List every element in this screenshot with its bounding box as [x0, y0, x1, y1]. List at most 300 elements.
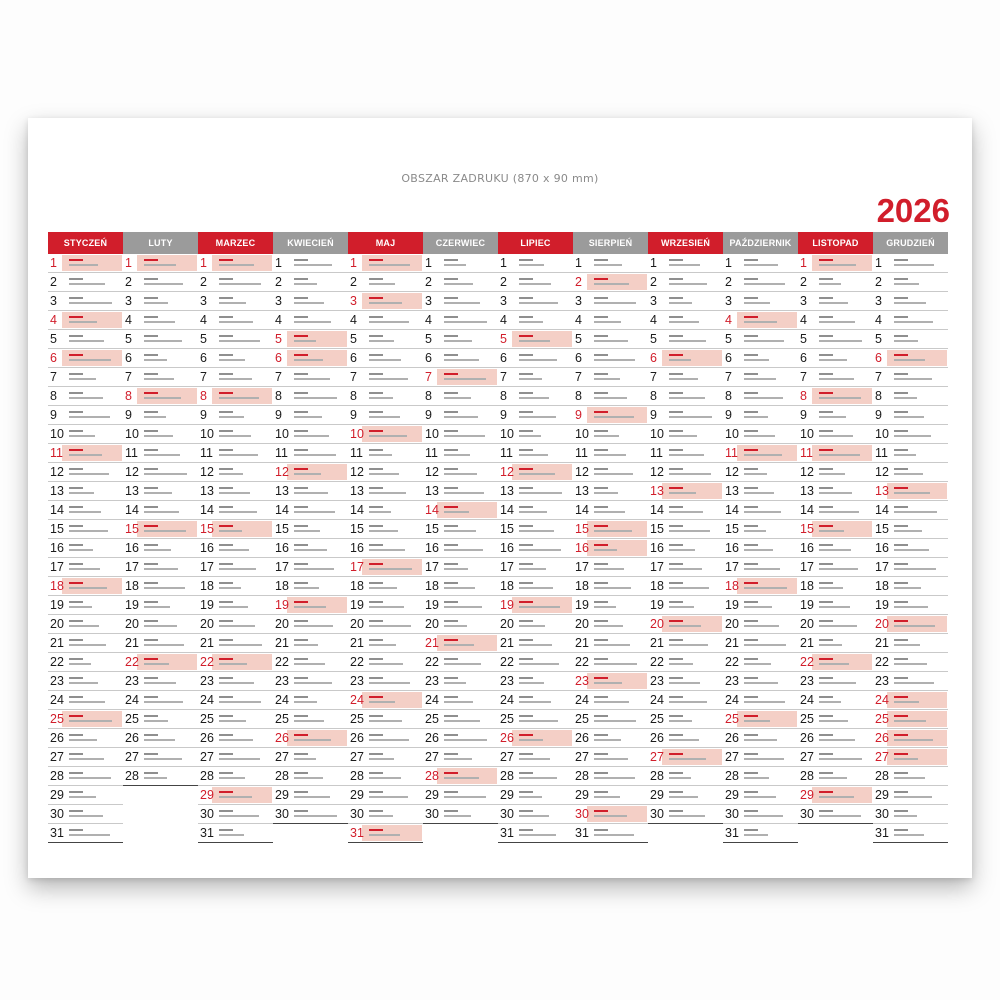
nameday-text-placeholder: [444, 549, 483, 551]
holiday-shade: [212, 787, 272, 803]
day-cell: [498, 292, 573, 311]
weekday-text-placeholder: [819, 696, 833, 698]
nameday-text-placeholder: [519, 416, 556, 418]
day-cell: [273, 349, 348, 368]
day-number: 2: [650, 275, 657, 289]
day-number: 27: [575, 750, 589, 764]
weekday-text-placeholder: [219, 791, 233, 793]
nameday-text-placeholder: [444, 302, 480, 304]
day-number: 6: [350, 351, 357, 365]
weekday-text-placeholder: [144, 582, 158, 584]
month-header: SIERPIEŃ: [573, 232, 648, 254]
day-number: 26: [350, 731, 364, 745]
nameday-text-placeholder: [819, 568, 858, 570]
day-number: 17: [875, 560, 889, 574]
nameday-text-placeholder: [594, 739, 621, 741]
weekday-text-placeholder: [219, 430, 233, 432]
holiday-shade: [362, 825, 422, 841]
day-number: 9: [725, 408, 732, 422]
nameday-text-placeholder: [894, 777, 925, 779]
weekday-text-placeholder: [669, 278, 683, 280]
day-number: 4: [875, 313, 882, 327]
day-cell: [198, 520, 273, 539]
holiday-shade: [362, 293, 422, 309]
nameday-text-placeholder: [669, 701, 707, 703]
day-number: 2: [200, 275, 207, 289]
day-cell: [423, 292, 498, 311]
day-cell: [648, 520, 723, 539]
weekday-text-placeholder: [369, 449, 383, 451]
day-number: 7: [500, 370, 507, 384]
weekday-text-placeholder: [594, 696, 608, 698]
weekday-text-placeholder: [444, 810, 458, 812]
day-cell: [498, 767, 573, 786]
weekday-text-placeholder: [594, 601, 608, 603]
nameday-text-placeholder: [819, 663, 849, 665]
nameday-text-placeholder: [894, 720, 926, 722]
weekday-text-placeholder: [219, 715, 233, 717]
weekday-text-placeholder: [219, 278, 233, 280]
day-number: 28: [50, 769, 64, 783]
weekday-text-placeholder: [219, 487, 233, 489]
day-cell: [423, 406, 498, 425]
day-cell: [48, 482, 123, 501]
day-number: 5: [725, 332, 732, 346]
nameday-text-placeholder: [144, 530, 186, 532]
day-number: 9: [50, 408, 57, 422]
day-number: 1: [425, 256, 432, 270]
day-number: 6: [875, 351, 882, 365]
nameday-text-placeholder: [519, 682, 544, 684]
day-number: 12: [50, 465, 64, 479]
nameday-text-placeholder: [294, 663, 325, 665]
weekday-text-placeholder: [744, 620, 758, 622]
holiday-shade: [812, 388, 872, 404]
weekday-text-placeholder: [294, 468, 308, 470]
month-header: LISTOPAD: [798, 232, 873, 254]
day-cell: [48, 634, 123, 653]
day-number: 27: [500, 750, 514, 764]
day-number: 10: [650, 427, 664, 441]
nameday-text-placeholder: [819, 454, 860, 456]
weekday-text-placeholder: [519, 278, 533, 280]
nameday-text-placeholder: [744, 302, 770, 304]
day-cell: [873, 520, 948, 539]
day-cell: [48, 349, 123, 368]
day-cell: [723, 748, 798, 767]
weekday-text-placeholder: [144, 620, 158, 622]
day-cell: [723, 330, 798, 349]
day-number: 25: [575, 712, 589, 726]
day-cell: [48, 444, 123, 463]
nameday-text-placeholder: [819, 739, 855, 741]
weekday-text-placeholder: [819, 487, 833, 489]
day-number: 29: [875, 788, 889, 802]
day-cell: [198, 767, 273, 786]
weekday-text-placeholder: [819, 430, 833, 432]
day-cell: [273, 482, 348, 501]
weekday-text-placeholder: [744, 259, 758, 261]
weekday-text-placeholder: [294, 392, 308, 394]
weekday-text-placeholder: [669, 620, 683, 622]
holiday-shade: [62, 578, 122, 594]
nameday-text-placeholder: [444, 340, 472, 342]
day-number: 14: [275, 503, 289, 517]
day-cell: [273, 767, 348, 786]
weekday-text-placeholder: [219, 601, 233, 603]
day-number: 16: [800, 541, 814, 555]
nameday-text-placeholder: [369, 739, 409, 741]
nameday-text-placeholder: [744, 473, 767, 475]
day-number: 4: [200, 313, 207, 327]
day-cell: [198, 444, 273, 463]
nameday-text-placeholder: [369, 758, 394, 760]
day-cell: [573, 368, 648, 387]
weekday-text-placeholder: [519, 297, 533, 299]
day-cell: [273, 463, 348, 482]
day-cell: [123, 330, 198, 349]
day-number: 9: [350, 408, 357, 422]
day-cell: [498, 482, 573, 501]
day-cell: [573, 596, 648, 615]
weekday-text-placeholder: [294, 658, 308, 660]
weekday-text-placeholder: [744, 715, 758, 717]
day-cell: [648, 311, 723, 330]
weekday-text-placeholder: [294, 411, 308, 413]
day-cell: [423, 786, 498, 805]
weekday-text-placeholder: [594, 563, 608, 565]
weekday-text-placeholder: [444, 335, 458, 337]
weekday-text-placeholder: [219, 316, 233, 318]
day-cell: [198, 292, 273, 311]
day-cell: [873, 273, 948, 292]
day-cell: [723, 406, 798, 425]
weekday-text-placeholder: [669, 430, 683, 432]
day-number: 13: [800, 484, 814, 498]
day-cell: [198, 330, 273, 349]
day-number: 7: [650, 370, 657, 384]
day-cell: [573, 577, 648, 596]
weekday-text-placeholder: [219, 373, 233, 375]
day-number: 20: [800, 617, 814, 631]
weekday-text-placeholder: [219, 772, 233, 774]
nameday-text-placeholder: [819, 492, 852, 494]
day-number: 17: [500, 560, 514, 574]
day-cell: [723, 368, 798, 387]
day-number: 6: [50, 351, 57, 365]
day-cell: [873, 786, 948, 805]
day-number: 23: [350, 674, 364, 688]
nameday-text-placeholder: [594, 682, 622, 684]
day-number: 29: [800, 788, 814, 802]
day-number: 26: [650, 731, 664, 745]
weekday-text-placeholder: [894, 354, 908, 356]
day-number: 21: [575, 636, 589, 650]
day-number: 7: [575, 370, 582, 384]
day-number: 1: [500, 256, 507, 270]
weekday-text-placeholder: [519, 392, 533, 394]
weekday-text-placeholder: [369, 430, 383, 432]
day-number: 4: [650, 313, 657, 327]
day-cell: [348, 273, 423, 292]
day-cell: [198, 539, 273, 558]
weekday-text-placeholder: [594, 677, 608, 679]
day-number: 14: [650, 503, 664, 517]
nameday-text-placeholder: [69, 625, 99, 627]
day-cell: [123, 311, 198, 330]
holiday-shade: [62, 711, 122, 727]
weekday-text-placeholder: [144, 487, 158, 489]
weekday-text-placeholder: [69, 259, 83, 261]
day-cell: [198, 653, 273, 672]
day-cell: [423, 273, 498, 292]
day-number: 14: [800, 503, 814, 517]
nameday-text-placeholder: [594, 321, 621, 323]
weekday-text-placeholder: [294, 373, 308, 375]
day-cell: [198, 425, 273, 444]
nameday-text-placeholder: [669, 796, 698, 798]
day-cell: [573, 387, 648, 406]
weekday-text-placeholder: [69, 316, 83, 318]
day-cell: [798, 520, 873, 539]
weekday-text-placeholder: [294, 639, 308, 641]
nameday-text-placeholder: [369, 511, 391, 513]
nameday-text-placeholder: [594, 473, 633, 475]
day-list: [573, 254, 648, 844]
weekday-text-placeholder: [444, 354, 458, 356]
weekday-text-placeholder: [744, 525, 758, 527]
weekday-text-placeholder: [669, 734, 683, 736]
day-number: 16: [575, 541, 589, 555]
weekday-text-placeholder: [594, 449, 608, 451]
nameday-text-placeholder: [819, 302, 848, 304]
weekday-text-placeholder: [894, 259, 908, 261]
weekday-text-placeholder: [669, 487, 683, 489]
nameday-text-placeholder: [669, 302, 692, 304]
nameday-text-placeholder: [519, 625, 545, 627]
day-number: 12: [725, 465, 739, 479]
day-number: 29: [200, 788, 214, 802]
weekday-text-placeholder: [144, 715, 158, 717]
weekday-text-placeholder: [594, 715, 608, 717]
day-cell: [123, 767, 198, 786]
day-cell: [498, 444, 573, 463]
day-cell: [123, 425, 198, 444]
day-cell: [723, 729, 798, 748]
day-number: 20: [425, 617, 439, 631]
nameday-text-placeholder: [294, 283, 317, 285]
day-cell: [573, 653, 648, 672]
day-number: 18: [875, 579, 889, 593]
weekday-text-placeholder: [69, 810, 83, 812]
nameday-text-placeholder: [894, 435, 931, 437]
day-number: 30: [500, 807, 514, 821]
nameday-text-placeholder: [144, 587, 185, 589]
weekday-text-placeholder: [519, 734, 533, 736]
nameday-text-placeholder: [369, 473, 399, 475]
weekday-text-placeholder: [219, 354, 233, 356]
day-cell: [423, 444, 498, 463]
day-number: 12: [800, 465, 814, 479]
weekday-text-placeholder: [594, 658, 608, 660]
weekday-text-placeholder: [594, 525, 608, 527]
nameday-text-placeholder: [669, 606, 694, 608]
weekday-text-placeholder: [69, 601, 83, 603]
day-number: 17: [275, 560, 289, 574]
weekday-text-placeholder: [219, 297, 233, 299]
weekday-text-placeholder: [594, 791, 608, 793]
weekday-text-placeholder: [369, 544, 383, 546]
day-number: 10: [350, 427, 364, 441]
nameday-text-placeholder: [219, 587, 241, 589]
day-number: 25: [650, 712, 664, 726]
month-column: [798, 232, 873, 846]
nameday-text-placeholder: [894, 739, 933, 741]
day-number: 21: [725, 636, 739, 650]
weekday-text-placeholder: [369, 620, 383, 622]
day-number: 15: [875, 522, 889, 536]
nameday-text-placeholder: [144, 644, 184, 646]
day-cell: [648, 691, 723, 710]
day-number: 19: [800, 598, 814, 612]
weekday-text-placeholder: [519, 430, 533, 432]
nameday-text-placeholder: [669, 530, 710, 532]
day-cell: [573, 463, 648, 482]
day-number: 24: [125, 693, 139, 707]
day-number: 25: [275, 712, 289, 726]
day-number: 29: [650, 788, 664, 802]
nameday-text-placeholder: [669, 682, 700, 684]
day-cell: [273, 273, 348, 292]
nameday-text-placeholder: [744, 397, 783, 399]
day-number: 15: [50, 522, 64, 536]
day-cell: [348, 767, 423, 786]
day-cell: [123, 672, 198, 691]
day-cell: [798, 273, 873, 292]
day-cell: [873, 577, 948, 596]
day-number: 17: [125, 560, 139, 574]
weekday-text-placeholder: [894, 487, 908, 489]
day-cell: [273, 311, 348, 330]
day-cell: [123, 254, 198, 273]
nameday-text-placeholder: [294, 264, 332, 266]
month-header: PAŹDZIERNIK: [723, 232, 798, 254]
day-number: 5: [275, 332, 282, 346]
day-cell: [48, 501, 123, 520]
nameday-text-placeholder: [594, 568, 624, 570]
day-number: 28: [725, 769, 739, 783]
day-number: 22: [50, 655, 64, 669]
day-number: 22: [875, 655, 889, 669]
day-number: 17: [800, 560, 814, 574]
day-number: 24: [575, 693, 589, 707]
nameday-text-placeholder: [444, 720, 480, 722]
day-number: 9: [425, 408, 432, 422]
weekday-text-placeholder: [669, 411, 683, 413]
weekday-text-placeholder: [219, 677, 233, 679]
day-cell: [873, 482, 948, 501]
day-number: 30: [200, 807, 214, 821]
holiday-shade: [437, 768, 497, 784]
holiday-shade: [437, 635, 497, 651]
nameday-text-placeholder: [669, 739, 699, 741]
day-number: 25: [725, 712, 739, 726]
day-number: 12: [200, 465, 214, 479]
nameday-text-placeholder: [369, 777, 401, 779]
weekday-text-placeholder: [744, 677, 758, 679]
day-number: 16: [875, 541, 889, 555]
holiday-shade: [362, 692, 422, 708]
day-cell: [423, 425, 498, 444]
day-cell: [198, 615, 273, 634]
day-cell: [798, 558, 873, 577]
weekday-text-placeholder: [519, 810, 533, 812]
day-number: 4: [725, 313, 732, 327]
day-cell: [123, 387, 198, 406]
day-cell: [123, 577, 198, 596]
day-cell: [123, 368, 198, 387]
nameday-text-placeholder: [669, 473, 711, 475]
weekday-text-placeholder: [144, 335, 158, 337]
day-number: 2: [350, 275, 357, 289]
day-number: 4: [425, 313, 432, 327]
day-cell: [573, 672, 648, 691]
nameday-text-placeholder: [444, 511, 469, 513]
weekday-text-placeholder: [894, 791, 908, 793]
nameday-text-placeholder: [144, 777, 167, 779]
day-number: 7: [200, 370, 207, 384]
day-cell: [498, 672, 573, 691]
day-number: 29: [500, 788, 514, 802]
day-cell: [648, 406, 723, 425]
nameday-text-placeholder: [144, 720, 168, 722]
weekday-text-placeholder: [444, 373, 458, 375]
day-cell: [48, 710, 123, 729]
weekday-text-placeholder: [669, 259, 683, 261]
nameday-text-placeholder: [219, 777, 245, 779]
day-cell: [348, 615, 423, 634]
nameday-text-placeholder: [444, 606, 482, 608]
day-cell: [573, 406, 648, 425]
day-number: 20: [275, 617, 289, 631]
nameday-text-placeholder: [144, 302, 168, 304]
day-cell: [648, 729, 723, 748]
day-list: [798, 254, 873, 844]
weekday-text-placeholder: [744, 468, 758, 470]
day-cell: [798, 786, 873, 805]
day-number: 21: [650, 636, 664, 650]
day-number: 8: [50, 389, 57, 403]
day-number: 30: [725, 807, 739, 821]
nameday-text-placeholder: [894, 682, 934, 684]
day-number: 9: [800, 408, 807, 422]
nameday-text-placeholder: [294, 701, 317, 703]
nameday-text-placeholder: [744, 758, 784, 760]
day-cell: [498, 387, 573, 406]
day-cell: [123, 691, 198, 710]
nameday-text-placeholder: [519, 758, 550, 760]
day-number: 27: [350, 750, 364, 764]
nameday-text-placeholder: [819, 625, 857, 627]
nameday-text-placeholder: [519, 701, 551, 703]
day-cell: [873, 501, 948, 520]
weekday-text-placeholder: [219, 734, 233, 736]
day-cell: [48, 292, 123, 311]
nameday-text-placeholder: [144, 416, 166, 418]
weekday-text-placeholder: [819, 506, 833, 508]
weekday-text-placeholder: [219, 582, 233, 584]
day-number: 21: [875, 636, 889, 650]
